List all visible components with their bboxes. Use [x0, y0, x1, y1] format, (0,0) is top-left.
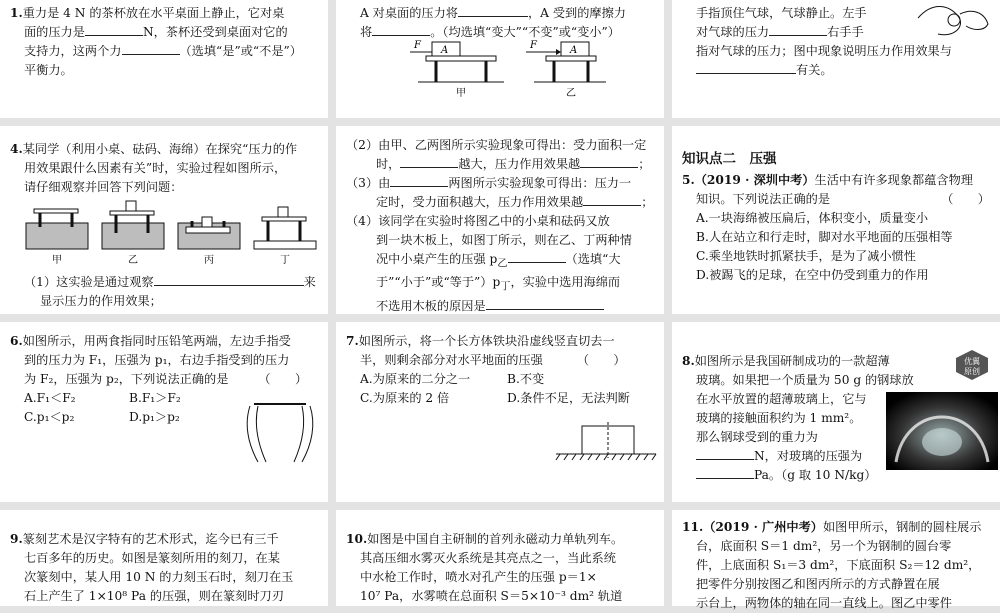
q5-line2: 知识。下列说法正确的是 [696, 192, 831, 206]
question-source: （2019 · 广州中考） [703, 520, 823, 534]
pencil-fingers-figure [240, 394, 320, 466]
q4-line2: 用效果跟什么因素有关”时，实验过程如图所示， [24, 161, 287, 175]
q1-line4: 平衡力。 [24, 63, 73, 77]
q8-line6b: N，对玻璃的压强为 [754, 449, 863, 463]
q1-line2b: N，茶杯还受到桌面对它的 [142, 25, 288, 39]
figure-label-ding: 丁 [280, 255, 290, 266]
answer-paren[interactable]: （ ） [576, 353, 626, 367]
q10-line3: 中水枪工作时，喷水对孔产生的压强 p＝1× [360, 570, 597, 584]
answer-blank[interactable] [486, 297, 604, 310]
option-b: B.F₁＞F₂ [129, 391, 181, 405]
q7-line1: 如图所示，将一个长方体铁块沿虚线竖直切去一 [358, 334, 615, 348]
answer-blank[interactable] [508, 250, 566, 263]
original-badge-icon [952, 348, 992, 382]
question-11-cell [672, 510, 1000, 610]
answer-blank[interactable] [696, 447, 754, 460]
q8-line1: 如图所示是我国研制成功的一款超薄 [694, 354, 890, 368]
q11-line4: 把零件分别按图乙和图丙所示的方式静置在展 [696, 577, 940, 591]
q4-s4a: （4）该同学在实验时将图乙中的小桌和砝码又放 [346, 214, 610, 228]
question-number: 7. [346, 334, 359, 348]
question-6-cell [0, 322, 328, 502]
q10-line4: 10⁷ Pa，水雾喷在总面积 S＝5×10⁻³ dm² 轨道 [360, 589, 623, 603]
question-number: 6. [10, 334, 23, 348]
force-label: F [414, 40, 421, 51]
q10-line1: 如图是中国自主研制的首列永磁动力单轨列车。 [367, 532, 624, 546]
option-b: B.不变 [507, 372, 545, 386]
answer-paren[interactable]: （ ） [941, 192, 990, 206]
block-a-label: A [441, 45, 449, 56]
iron-block-figure [552, 418, 662, 464]
q8-line4: 玻璃的接触面积约为 1 mm²。 [696, 411, 862, 425]
sponge-experiment-figure [22, 197, 322, 267]
table-push-figure [406, 36, 626, 98]
question-2-continued-cell [336, 0, 664, 118]
figure-label-jia: 甲 [456, 88, 466, 99]
option-d: D.p₁＞p₂ [129, 410, 180, 424]
q4-s4g: 不选用木板的原因是 [376, 298, 486, 313]
option-c: C.乘坐地铁时抓紧扶手，是为了减小惯性 [696, 249, 916, 263]
question-source: （2019 · 深圳中考） [694, 173, 815, 187]
q4-s3c: 定时，受力面积越大，压力作用效果越 [376, 195, 584, 209]
q4-s4c: 况中小桌产生的压强 p [376, 252, 498, 266]
q4-s4f: ，实验中选用海绵而 [510, 275, 621, 290]
q2-line1a: A 对桌面的压力将 [360, 6, 458, 20]
q4-s3d: ； [641, 195, 654, 209]
subscript-yi: 乙 [497, 258, 508, 270]
q4-line3: 请仔细观察并回答下列问题： [24, 180, 183, 194]
question-9-cell [0, 510, 328, 606]
question-number: 10. [346, 532, 368, 546]
question-number: 4. [10, 142, 23, 156]
q2-line2a: 将 [360, 25, 373, 39]
q4-s4e: 于”“小于”或“等于”）p [376, 275, 501, 290]
question-number: 8. [682, 354, 695, 368]
answer-blank[interactable] [154, 273, 304, 286]
option-a: A.F₁＜F₂ [24, 391, 76, 405]
figure-label-yi: 乙 [128, 255, 138, 266]
figure-label-jia: 甲 [52, 255, 62, 266]
q1-line3a: 支持力，这两个力 [24, 44, 122, 58]
q4-s2d: ； [638, 157, 651, 171]
q2-line2b: 。（均选填“变大”“不变”或“变小”） [430, 25, 620, 39]
badge-text-2: 原创 [964, 367, 980, 376]
q11-line1: 如图甲所示，钢制的圆柱展示 [823, 520, 982, 534]
answer-blank[interactable] [85, 23, 143, 36]
question-number: 9. [10, 532, 23, 546]
q9-line4: 石上产生了 1×10⁸ Pa 的压强，则在篆刻时刀刃 [24, 589, 284, 603]
question-10-cell [336, 510, 664, 606]
q4-s3a: （3）由 [346, 176, 391, 190]
answer-blank[interactable] [769, 23, 827, 36]
q4-sub1c: 显示压力的作用效果； [40, 294, 162, 308]
q5-line1: 生活中有许多现象都蕴含物理 [814, 173, 973, 187]
force-label: F [530, 40, 537, 51]
knowledge-point-heading: 知识点二 压强 [682, 151, 777, 167]
q4-s2b: 时， [376, 157, 401, 171]
answer-blank[interactable] [580, 155, 638, 168]
q10-line2: 其高压细水雾灭火系统是其亮点之一，当此系统 [360, 551, 616, 565]
option-d: D.条件不足，无法判断 [507, 391, 630, 405]
q4-sub1a: （1）这实验是通过观察 [24, 275, 154, 289]
q3-line1: 手指顶住气球，气球静止。左手 [696, 6, 867, 20]
q9-line1: 篆刻艺术是汉字特有的艺术形式，迄今已有三千 [22, 532, 279, 546]
question-4-cell [0, 126, 328, 314]
q8-line3: 在水平放置的超薄玻璃上，它与 [696, 392, 867, 406]
option-b: B.人在站立和行走时，脚对水平地面的压强相等 [696, 230, 953, 244]
balloon-hands-figure [914, 0, 994, 42]
q6-line2: 到的压力为 F₁，压强为 p₁，右边手指受到的压力 [24, 353, 290, 367]
q6-line3: 为 F₂，压强为 p₂，下列说法正确的是 [24, 372, 229, 386]
q11-line2: 台，底面积 S＝1 dm²，另一个为钢制的圆台零 [696, 539, 952, 553]
block-a-label: A [570, 45, 578, 56]
q9-line3: 次篆刻中，某人用 10 N 的力刻玉石时，刻刀在玉 [24, 570, 294, 584]
q4-s2c: 越大，压力作用效果越 [458, 157, 581, 171]
subscript-ding: 丁 [500, 281, 511, 293]
question-8-cell [672, 322, 1000, 502]
answer-blank[interactable] [372, 23, 430, 36]
q7-line2: 半，则剩余部分对水平地面的压强 [360, 353, 543, 367]
figure-label-bing: 丙 [204, 255, 214, 266]
option-d: D.被踢飞的足球，在空中仍受到重力的作用 [696, 268, 929, 282]
q4-s4d: （选填“大 [565, 252, 621, 266]
option-a: A.一块海绵被压扁后，体积变小，质量变小 [696, 211, 929, 225]
q1-line3b: （选填“是”或“不是”） [179, 44, 302, 58]
q3-line2b: 右手手 [827, 25, 864, 39]
answer-blank[interactable] [583, 193, 641, 206]
question-7-cell [336, 322, 664, 502]
q11-line3: 件，上底面积 S₁＝3 dm²，下底面积 S₂＝12 dm²， [696, 558, 981, 572]
option-c: C.为原来的 2 倍 [360, 391, 450, 405]
option-c: C.p₁＜p₂ [24, 410, 75, 424]
q3-line2a: 对气球的压力 [696, 25, 770, 39]
q4-sub1b: 来 [303, 275, 316, 289]
question-4-continued-cell [336, 126, 664, 314]
q8-line7b: Pa。（g 取 10 N/kg） [754, 468, 877, 482]
thin-glass-photo [886, 392, 998, 470]
q3-line4: 有关。 [796, 63, 833, 77]
question-number: 5. [682, 173, 695, 187]
answer-blank[interactable] [390, 174, 448, 187]
answer-blank[interactable] [122, 42, 180, 55]
q8-line5: 那么钢球受到的重力为 [696, 430, 818, 444]
question-number: 1. [10, 6, 23, 20]
question-1-cell [0, 0, 328, 118]
badge-text-1: 优翼 [964, 357, 980, 366]
option-a: A.为原来的二分之一 [360, 372, 471, 386]
q9-line2: 七百多年的历史。如图是篆刻所用的刻刀，在某 [24, 551, 280, 565]
question-5-cell [672, 126, 1000, 314]
figure-label-yi: 乙 [566, 88, 576, 99]
q4-s2a: （2）由甲、乙两图所示实验现象可得出：受力面积一定 [346, 138, 647, 152]
q3-line3: 指对气球的压力；图中现象说明压力作用效果与 [696, 44, 952, 58]
question-number: 11. [682, 520, 704, 534]
answer-blank[interactable] [400, 155, 458, 168]
q1-line2a: 面的压力是 [24, 25, 85, 39]
q1-line1: 重力是 4 N 的茶杯放在水平桌面上静止，它对桌 [22, 6, 285, 20]
q8-line2: 玻璃。如果把一个质量为 50 g 的钢球放 [696, 373, 914, 387]
answer-paren[interactable]: （ ） [258, 372, 308, 386]
answer-blank[interactable] [458, 4, 528, 17]
answer-blank[interactable] [696, 466, 754, 479]
q2-line1b: ，A 受到的摩擦力 [528, 6, 626, 20]
q4-line1: 某同学（利用小桌、砝码、海绵）在探究“压力的作 [22, 142, 298, 156]
question-3-continued-cell [672, 0, 1000, 118]
q4-s3b: 两图所示实验现象可得出：压力一 [448, 176, 632, 190]
answer-blank[interactable] [696, 61, 796, 74]
q4-s4b: 到一块木板上，如图丁所示，则在乙、丁两种情 [376, 233, 632, 247]
q6-line1: 如图所示，用两食指同时压铅笔两端，左边手指受 [22, 334, 291, 348]
q11-line5: 示台上，两物体的轴在同一直线上。图乙中零件 [696, 596, 952, 610]
